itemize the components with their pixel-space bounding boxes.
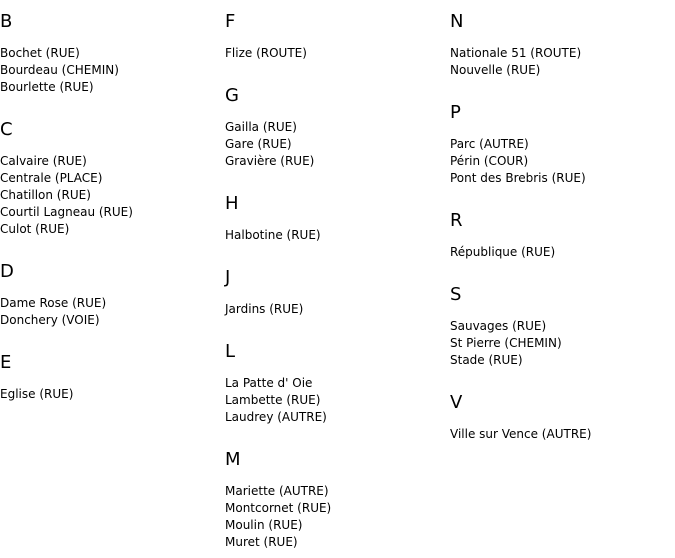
street-list	[0, 153, 133, 238]
letter-group	[225, 268, 303, 318]
index-letter-heading: V	[450, 392, 463, 413]
street-list	[225, 301, 303, 318]
index-letter-heading: M	[225, 449, 241, 470]
index-letter-heading: E	[0, 352, 12, 373]
street-name: Muret (RUE)	[225, 535, 298, 549]
letter-group	[225, 450, 331, 551]
street-name: Bourlette (RUE)	[0, 80, 94, 94]
street-list	[225, 45, 307, 62]
street-name: Courtil Lagneau (RUE)	[0, 205, 133, 219]
street-name: Chatillon (RUE)	[0, 188, 91, 202]
street-name: Bochet (RUE)	[0, 46, 80, 60]
street-name: Calvaire (RUE)	[0, 154, 87, 168]
index-letter-heading: N	[450, 11, 464, 32]
street-name: La Patte d' Oie	[225, 376, 313, 390]
street-name: Périn (COUR)	[450, 154, 529, 168]
street-name: Sauvages (RUE)	[450, 319, 547, 333]
index-letter-heading: H	[225, 193, 239, 214]
letter-group	[450, 211, 555, 261]
street-list	[450, 136, 586, 187]
street-list	[0, 45, 119, 96]
letter-group	[0, 353, 73, 403]
street-name: Ville sur Vence (AUTRE)	[450, 427, 592, 441]
letter-group	[225, 342, 327, 426]
street-name: St Pierre (CHEMIN)	[450, 336, 562, 350]
letter-group	[225, 86, 314, 170]
street-name: Halbotine (RUE)	[225, 228, 321, 242]
street-list	[0, 295, 106, 329]
street-name: Donchery (VOIE)	[0, 313, 100, 327]
street-list	[225, 483, 331, 551]
street-name: Parc (AUTRE)	[450, 137, 529, 151]
street-list	[225, 227, 321, 244]
street-name: Nationale 51 (ROUTE)	[450, 46, 582, 60]
street-list	[225, 119, 314, 170]
street-name: Bourdeau (CHEMIN)	[0, 63, 119, 77]
street-name: Culot (RUE)	[0, 222, 70, 236]
street-name: Centrale (PLACE)	[0, 171, 103, 185]
street-name: Montcornet (RUE)	[225, 501, 332, 515]
street-name: Dame Rose (RUE)	[0, 296, 107, 310]
letter-group	[0, 12, 119, 96]
street-name: Laudrey (AUTRE)	[225, 410, 327, 424]
street-list	[450, 244, 555, 261]
street-name: Nouvelle (RUE)	[450, 63, 541, 77]
street-name: Jardins (RUE)	[225, 302, 304, 316]
index-letter-heading: B	[0, 11, 13, 32]
street-name: Pont des Brebris (RUE)	[450, 171, 586, 185]
street-list	[450, 426, 591, 443]
street-name: Moulin (RUE)	[225, 518, 303, 532]
letter-group	[450, 103, 586, 187]
street-name: Gravière (RUE)	[225, 154, 315, 168]
index-letter-heading: G	[225, 85, 239, 106]
street-name: Lambette (RUE)	[225, 393, 321, 407]
street-list	[450, 45, 581, 79]
index-letter-heading: D	[0, 261, 14, 282]
letter-group	[450, 12, 581, 79]
street-name: Flize (ROUTE)	[225, 46, 307, 60]
street-name: Stade (RUE)	[450, 353, 523, 367]
index-letter-heading: C	[0, 119, 13, 140]
letter-group	[225, 194, 321, 244]
index-letter-heading: J	[225, 267, 231, 288]
street-list	[450, 318, 562, 369]
index-letter-heading: F	[225, 11, 236, 32]
street-name: Mariette (AUTRE)	[225, 484, 329, 498]
street-name: Eglise (RUE)	[0, 387, 74, 401]
letter-group	[450, 285, 562, 369]
street-name: République (RUE)	[450, 245, 556, 259]
index-letter-heading: L	[225, 341, 236, 362]
street-list	[0, 386, 73, 403]
letter-group	[0, 262, 106, 329]
street-name: Gailla (RUE)	[225, 120, 297, 134]
index-letter-heading: P	[450, 102, 461, 123]
street-name: Gare (RUE)	[225, 137, 292, 151]
index-letter-heading: S	[450, 284, 462, 305]
letter-group	[225, 12, 307, 62]
index-letter-heading: R	[450, 210, 463, 231]
letter-group	[450, 393, 591, 443]
letter-group	[0, 120, 133, 238]
street-list	[225, 375, 327, 426]
